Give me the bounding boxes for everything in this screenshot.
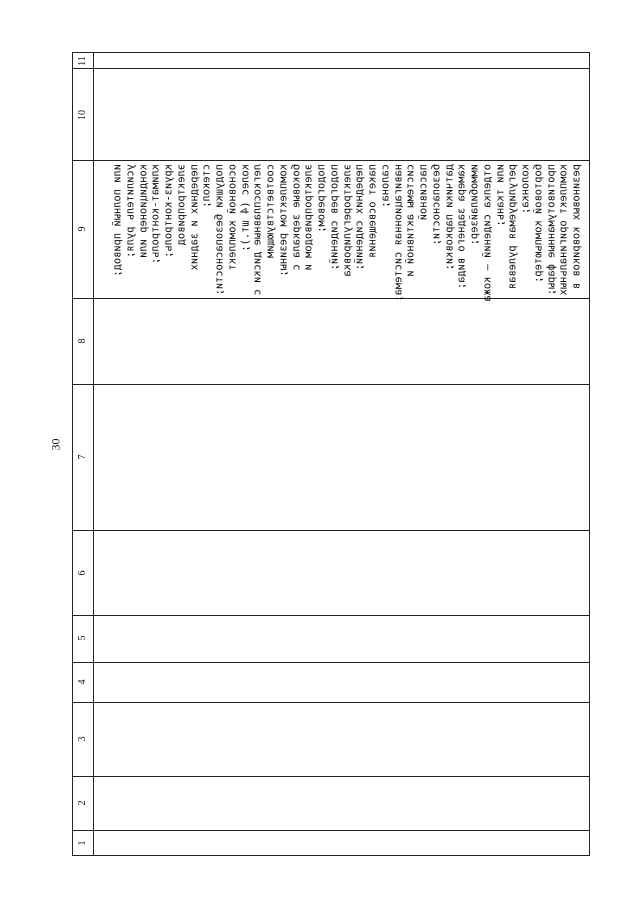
column-header-6: 6 <box>77 570 88 576</box>
column-header-1: 1 <box>77 840 88 846</box>
column-separator <box>72 68 590 69</box>
column-header-4: 4 <box>77 679 88 685</box>
column-header-8: 8 <box>77 338 88 344</box>
column-header-5: 5 <box>77 635 88 641</box>
column-9-cell <box>96 160 583 850</box>
table-border-top <box>72 52 590 53</box>
column-header-2: 2 <box>77 800 88 806</box>
page-number: 30 <box>48 438 63 451</box>
column-9-features-text: или полный привод; усилитель руля; кондиционер или климат-контроль; круиз-контроль; электропривод передних и задних стекол; подушки безопасности; основной комплект колес (4 шт.); легкосплавные диски с соответствующим комплектом резины; боковые зеркала с электроприводом и подогревом; подогрев сидений; электрорегулировка передних сидений; пакет освещения салона; навигационная система; системы активной и пассивной безопасности; датчики парковки; камера заднего вида; иммобилайзер; отделка сидений – кожа или ткань; регулируемая рулевая колонка; бортовой компьютер; противотуманные фары; комплект оригинальных резиновых ковриков в <box>111 164 583 302</box>
table-border-right <box>589 52 590 856</box>
table-border-left <box>72 52 73 856</box>
header-divider <box>93 52 94 856</box>
table-border-bottom <box>72 855 590 856</box>
column-header-7: 7 <box>77 454 88 460</box>
column-header-9: 9 <box>77 226 88 232</box>
column-header-3: 3 <box>77 736 88 742</box>
column-header-10: 10 <box>77 110 88 120</box>
column-header-11: 11 <box>77 56 88 66</box>
